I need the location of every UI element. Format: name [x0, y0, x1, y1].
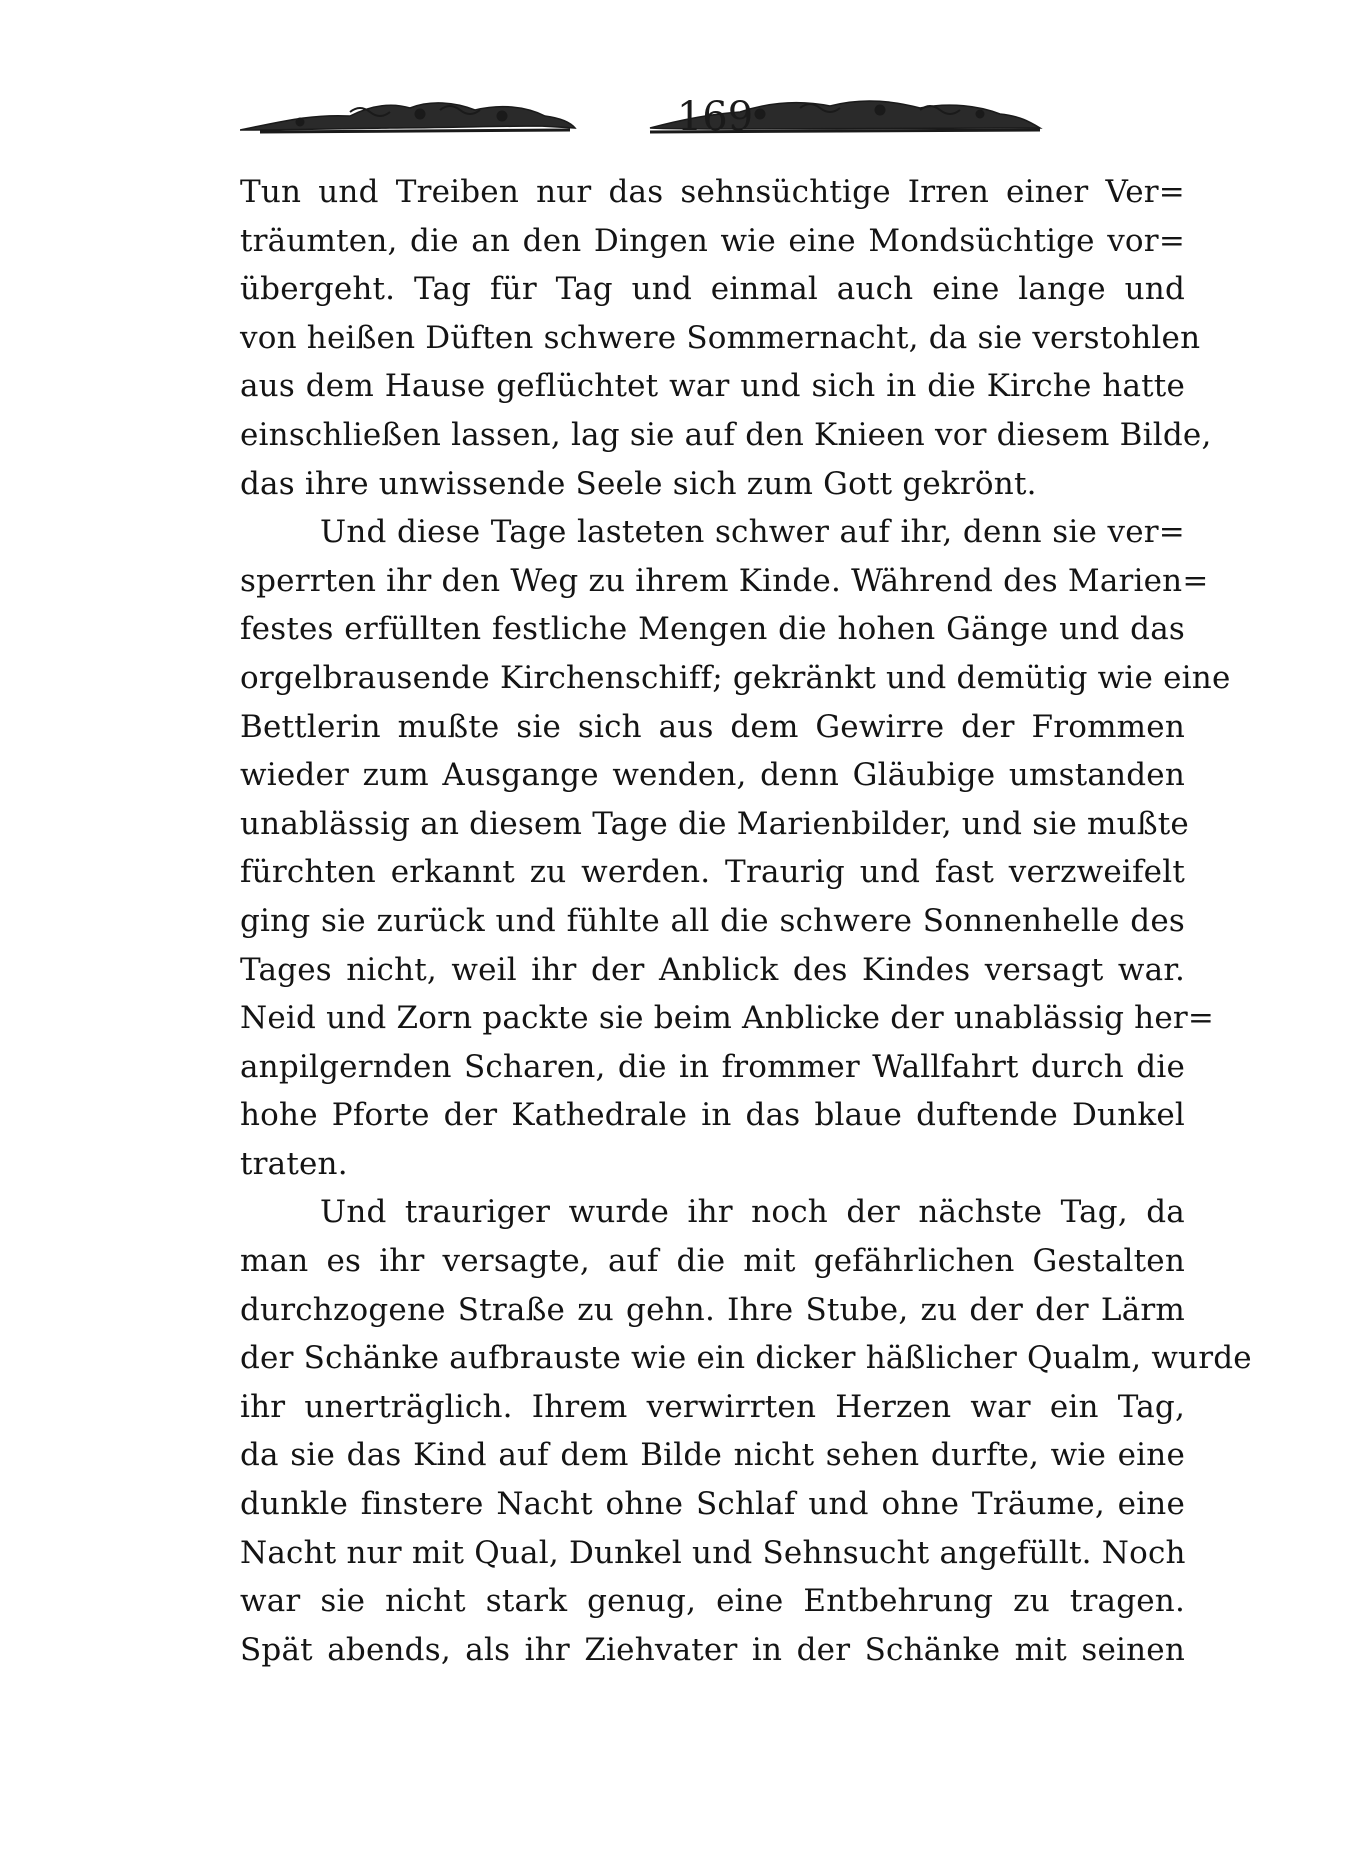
text-line: Und diese Tage lasteten schwer auf ihr, denn sie ver=: [320, 514, 1185, 551]
paragraph: [240, 1188, 1252, 1674]
text-line: Tun und Treiben nur das sehnsüchtige Irren einer Ver=: [240, 174, 1185, 210]
paragraph: [240, 508, 1231, 1188]
text-line: ging sie zurück und fühlte all die schwere Sonnenhelle des: [240, 902, 1185, 939]
text-line: orgelbrausende Kirchenschiff; gekränkt und demütig wie eine: [240, 659, 1231, 696]
text-line: hohe Pforte der Kathedrale in das blaue duftende Dunkel: [240, 1097, 1185, 1134]
text-line: Nacht nur mit Qual, Dunkel und Sehnsucht angefüllt. Noch: [240, 1534, 1186, 1571]
text-line: Bettlerin mußte sie sich aus dem Gewirre der Frommen: [240, 708, 1185, 745]
text-line: da sie das Kind auf dem Bilde nicht sehen durfte, wie eine: [240, 1437, 1185, 1474]
page-number: 169: [676, 94, 754, 140]
text-line: unablässig an diesem Tage die Marienbilder, und sie mußte: [240, 805, 1189, 842]
text-line: wieder zum Ausgange wenden, denn Gläubige umstanden: [240, 757, 1185, 794]
text-line: von heißen Düften schwere Sommernacht, da sie verstohlen: [240, 319, 1201, 356]
text-line: man es ihr versagte, auf die mit gefährlichen Gestalten: [240, 1243, 1185, 1280]
text-line: aus dem Hause geflüchtet war und sich in die Kirche hatte: [240, 368, 1185, 405]
text-line: war sie nicht stark genug, eine Entbehrung zu tragen.: [240, 1583, 1185, 1620]
text-line: fürchten erkannt zu werden. Traurig und fast verzweifelt: [240, 854, 1185, 891]
paragraph: [240, 168, 1212, 508]
text-line: das ihre unwissende Seele sich zum Gott gekrönt.: [240, 465, 1037, 502]
text-line: einschließen lassen, lag sie auf den Knieen vor diesem Bilde,: [240, 416, 1212, 453]
left-ornament-icon: [240, 103, 575, 132]
text-line: träumten, die an den Dingen wie eine Mondsüchtige vor=: [240, 222, 1185, 259]
text-line: Neid und Zorn packte sie beim Anblicke der unablässig her=: [240, 1000, 1215, 1037]
text-line: Tages nicht, weil ihr der Anblick des Kindes versagt war.: [240, 951, 1185, 988]
text-line: sperrten ihr den Weg zu ihrem Kinde. Während des Marien=: [240, 562, 1209, 599]
text-line: Spät abends, als ihr Ziehvater in der Schänke mit seinen: [240, 1631, 1185, 1668]
text-line: durchzogene Straße zu gehn. Ihre Stube, zu der der Lärm: [240, 1291, 1185, 1328]
page-header: [240, 92, 1190, 142]
body-text: [240, 168, 1252, 1674]
text-line: übergeht. Tag für Tag und einmal auch eine lange und: [240, 271, 1185, 308]
text-line: festes erfüllten festliche Mengen die hohen Gänge und das: [240, 611, 1185, 648]
text-line: ihr unerträglich. Ihrem verwirrten Herzen war ein Tag,: [240, 1388, 1185, 1425]
text-line: Und trauriger wurde ihr noch der nächste Tag, da: [320, 1194, 1185, 1231]
text-line: dunkle finstere Nacht ohne Schlaf und ohne Träume, eine: [240, 1486, 1185, 1523]
text-line: traten.: [240, 1145, 348, 1182]
text-line: anpilgernden Scharen, die in frommer Wallfahrt durch die: [240, 1048, 1185, 1085]
text-line: der Schänke aufbrauste wie ein dicker häßlicher Qualm, wurde: [240, 1340, 1252, 1377]
